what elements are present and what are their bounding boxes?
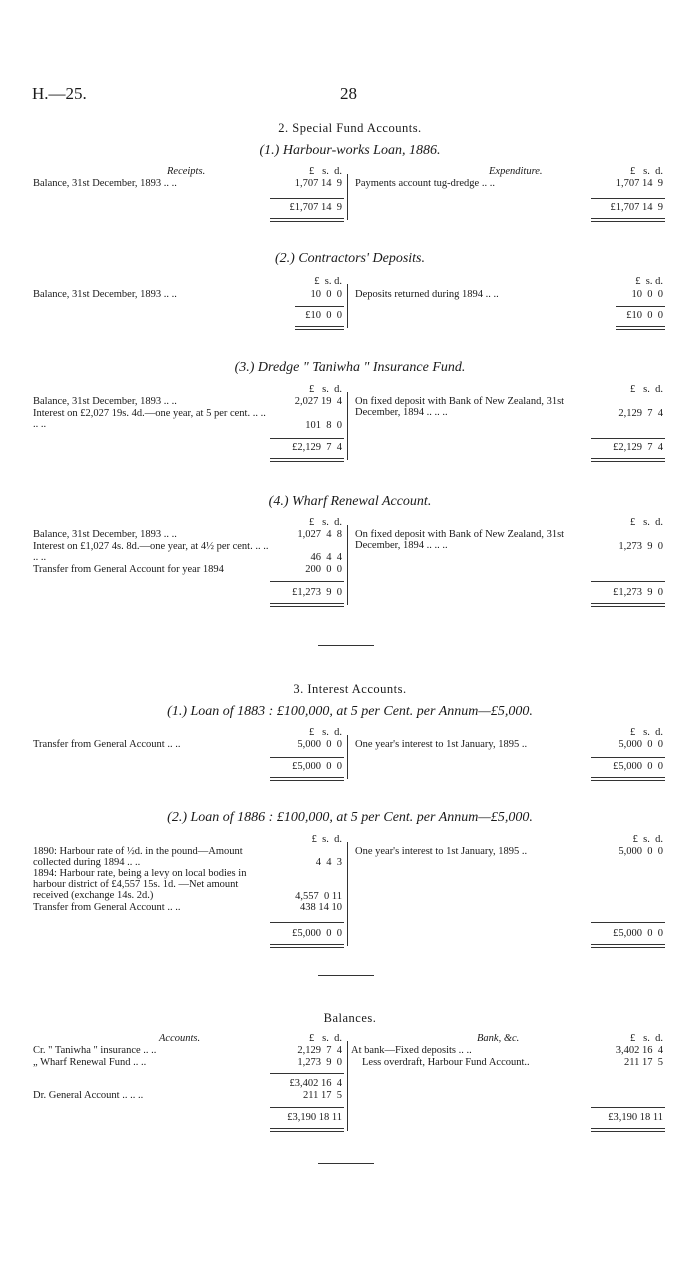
overdraft-amount: 211 17 5 — [624, 1057, 663, 1068]
total-left: £1,273 9 0 — [292, 587, 342, 598]
fixed-deposit-description: On fixed deposit with Bank of New Zealand, 31st December, 1894 .. .. .. — [355, 396, 565, 418]
double-rule-right — [591, 777, 665, 781]
wharf-renewal-title: (4.) Wharf Renewal Account. — [268, 494, 432, 509]
subtotal-rule-left — [270, 757, 344, 758]
end-separator — [318, 1163, 374, 1164]
interest-description: Interest on £1,027 4s. 8d.—one year, at 4½ per cent. .. .. .. .. — [33, 541, 269, 563]
loan-1886-account — [33, 834, 663, 954]
subtotal-rule-right — [591, 438, 665, 439]
harbour-rate-1890-description: 1890: Harbour rate of ½d. in the pound—Amount collected during 1894 .. .. — [33, 846, 243, 868]
total-right: £3,190 18 11 — [608, 1112, 663, 1123]
total-left: £2,129 7 4 — [292, 442, 342, 453]
subtotal-rule-left — [295, 306, 344, 307]
total-right: £1,273 9 0 — [613, 587, 663, 598]
general-account-amount: 211 17 5 — [303, 1090, 342, 1101]
total-right: £10 0 0 — [626, 310, 663, 321]
money-heading-left: £ s. d. — [311, 834, 342, 845]
receipt-description: Balance, 31st December, 1893 .. .. — [33, 178, 177, 189]
money-heading-left: £ s. d. — [309, 1033, 342, 1044]
balance-amount: 2,027 19 4 — [294, 396, 342, 407]
page-header — [32, 84, 672, 104]
total-rule-right — [591, 1107, 665, 1108]
money-heading-right: £ s. d. — [630, 384, 663, 395]
balance-description: Balance, 31st December, 1893 .. .. — [33, 529, 177, 540]
money-heading-right: £ s. d. — [632, 834, 663, 845]
double-rule-left — [270, 603, 344, 607]
double-rule-left — [270, 218, 344, 222]
accounts-heading: Accounts. — [159, 1033, 201, 1044]
money-heading-right: £ s. d. — [630, 1033, 663, 1044]
wharf-renewal-account — [33, 517, 663, 609]
subtotal-rule-right — [591, 922, 665, 923]
fixed-deposit-amount: 1,273 9 0 — [618, 541, 663, 552]
harbour-rate-1894-amount: 4,557 0 11 — [295, 891, 342, 902]
money-heading-left: £ s. d. — [309, 166, 342, 177]
subtotal-rule-left — [270, 438, 344, 439]
double-rule-left — [270, 777, 344, 781]
loan-1883-title: (1.) Loan of 1883 : £100,000, at 5 per Cent. per Annum—£5,000. — [167, 704, 533, 719]
interest-amount: 101 8 0 — [305, 420, 342, 431]
taniwha-insurance-balance-label: Cr. " Taniwha " insurance .. .. — [33, 1045, 157, 1056]
total-left: £5,000 0 0 — [292, 761, 342, 772]
column-divider — [347, 525, 348, 605]
double-rule-left — [270, 1128, 344, 1132]
receipts-heading: Receipts. — [167, 166, 206, 177]
total-right: £2,129 7 4 — [613, 442, 663, 453]
page-number: 28 — [340, 84, 357, 103]
total-left: £3,190 18 11 — [287, 1112, 342, 1123]
money-heading-right: £ s. d. — [630, 517, 663, 528]
transfer-amount: 438 14 10 — [300, 902, 342, 913]
subtotal-rule-right — [591, 581, 665, 582]
overdraft-label: Less overdraft, Harbour Fund Account.. — [362, 1057, 530, 1068]
double-rule-right — [591, 603, 665, 607]
wharf-renewal-balance-label: „ Wharf Renewal Fund .. .. — [33, 1057, 147, 1068]
total-right: £5,000 0 0 — [613, 761, 663, 772]
fixed-deposits-label: At bank—Fixed deposits .. .. — [351, 1045, 472, 1056]
contractors-deposits-title: (2.) Contractors' Deposits. — [275, 251, 425, 266]
taniwha-insurance-balance-amount: 2,129 7 4 — [297, 1045, 342, 1056]
subtotal-rule-right — [591, 757, 665, 758]
taniwha-insurance-account — [33, 384, 663, 466]
loan-1883-account — [33, 727, 663, 789]
total-rule-left — [270, 1107, 344, 1108]
balance-amount: 1,027 4 8 — [297, 529, 342, 540]
interest-amount: 5,000 0 0 — [618, 739, 663, 750]
money-heading-right: £ s. d. — [630, 166, 663, 177]
total-left: £10 0 0 — [305, 310, 342, 321]
harbour-rate-1894-description: 1894: Harbour rate, being a levy on local bodies in harbour district of £4,557 15s. 1d. —Net amount received (exchange 14s. 2d.) — [33, 868, 247, 901]
column-divider — [347, 284, 348, 328]
transfer-description: Transfer from General Account for year 1894 — [33, 564, 224, 575]
harbour-works-loan-account — [33, 166, 663, 228]
fixed-deposits-amount: 3,402 16 4 — [615, 1045, 663, 1056]
column-divider — [347, 1041, 348, 1131]
double-rule-right — [591, 458, 665, 462]
taniwha-insurance-title: (3.) Dredge " Taniwha " Insurance Fund. — [234, 360, 466, 375]
expenditure-description: Deposits returned during 1894 .. .. — [355, 289, 499, 300]
double-rule-left — [270, 944, 344, 948]
total-left: £5,000 0 0 — [292, 928, 342, 939]
section-special-fund-title: 2. Special Fund Accounts. — [278, 121, 422, 135]
subtotal-rule-right — [591, 198, 665, 199]
general-account-label: Dr. General Account .. .. .. — [33, 1090, 144, 1101]
interest-description: One year's interest to 1st January, 1895 .. — [355, 846, 528, 857]
column-divider — [347, 174, 348, 220]
harbour-rate-1890-amount: 4 4 3 — [315, 857, 342, 868]
contractors-deposits-account — [33, 276, 663, 338]
double-rule-left — [270, 458, 344, 462]
money-heading-right: £ s. d. — [635, 276, 663, 287]
subtotal-rule-left — [270, 922, 344, 923]
receipt-description: Balance, 31st December, 1893 .. .. — [33, 289, 177, 300]
transfer-description: Transfer from General Account .. .. — [33, 902, 181, 913]
double-rule-left — [295, 326, 344, 330]
receipt-amount: 10 0 0 — [310, 289, 342, 300]
column-divider — [347, 842, 348, 946]
money-heading-right: £ s. d. — [630, 727, 663, 738]
double-rule-right — [591, 1128, 665, 1132]
accounts-subtotal: £3,402 16 4 — [289, 1078, 342, 1089]
expenditure-description: Payments account tug-dredge .. .. — [355, 178, 495, 189]
expenditure-amount: 10 0 0 — [631, 289, 663, 300]
total-left: £1,707 14 9 — [289, 202, 342, 213]
section-separator — [318, 645, 374, 646]
interest-amount: 46 4 4 — [310, 552, 342, 563]
column-divider — [347, 735, 348, 779]
double-rule-right — [591, 944, 665, 948]
double-rule-right — [616, 326, 665, 330]
money-heading-left: £ s. d. — [309, 727, 342, 738]
balance-description: Balance, 31st December, 1893 .. .. — [33, 396, 177, 407]
total-right: £1,707 14 9 — [610, 202, 663, 213]
transfer-amount: 200 0 0 — [305, 564, 342, 575]
column-divider — [347, 392, 348, 460]
expenditure-heading: Expenditure. — [489, 166, 543, 177]
total-right: £5,000 0 0 — [613, 928, 663, 939]
loan-1886-title: (2.) Loan of 1886 : £100,000, at 5 per Cent. per Annum—£5,000. — [167, 810, 533, 825]
receipt-amount: 1,707 14 9 — [294, 178, 342, 189]
subtotal-rule-left — [270, 198, 344, 199]
transfer-description: Transfer from General Account .. .. — [33, 739, 181, 750]
balances-title: Balances. — [323, 1011, 377, 1025]
money-heading-left: £ s. d. — [309, 384, 342, 395]
bank-heading: Bank, &c. — [477, 1033, 520, 1044]
money-heading-left: £ s. d. — [314, 276, 342, 287]
fixed-deposit-description: On fixed deposit with Bank of New Zealand, 31st December, 1894 .. .. .. — [355, 529, 565, 551]
wharf-renewal-balance-amount: 1,273 9 0 — [297, 1057, 342, 1068]
harbour-works-loan-title: (1.) Harbour-works Loan, 1886. — [259, 143, 441, 158]
interest-description: One year's interest to 1st January, 1895 .. — [355, 739, 528, 750]
subtotal-rule-right — [616, 306, 665, 307]
interest-amount: 5,000 0 0 — [618, 846, 663, 857]
section-interest-title: 3. Interest Accounts. — [293, 682, 407, 696]
money-heading-left: £ s. d. — [309, 517, 342, 528]
subtotal-rule-left — [270, 581, 344, 582]
double-rule-right — [591, 218, 665, 222]
interest-description: Interest on £2,027 19s. 4d.—one year, at 5 per cent. .. .. .. .. — [33, 408, 266, 430]
report-reference: H.—25. — [32, 84, 87, 103]
fixed-deposit-amount: 2,129 7 4 — [618, 408, 663, 419]
section-separator — [318, 975, 374, 976]
transfer-amount: 5,000 0 0 — [297, 739, 342, 750]
balances-account — [33, 1033, 663, 1135]
subtotal-rule-left — [270, 1073, 344, 1074]
expenditure-amount: 1,707 14 9 — [615, 178, 663, 189]
